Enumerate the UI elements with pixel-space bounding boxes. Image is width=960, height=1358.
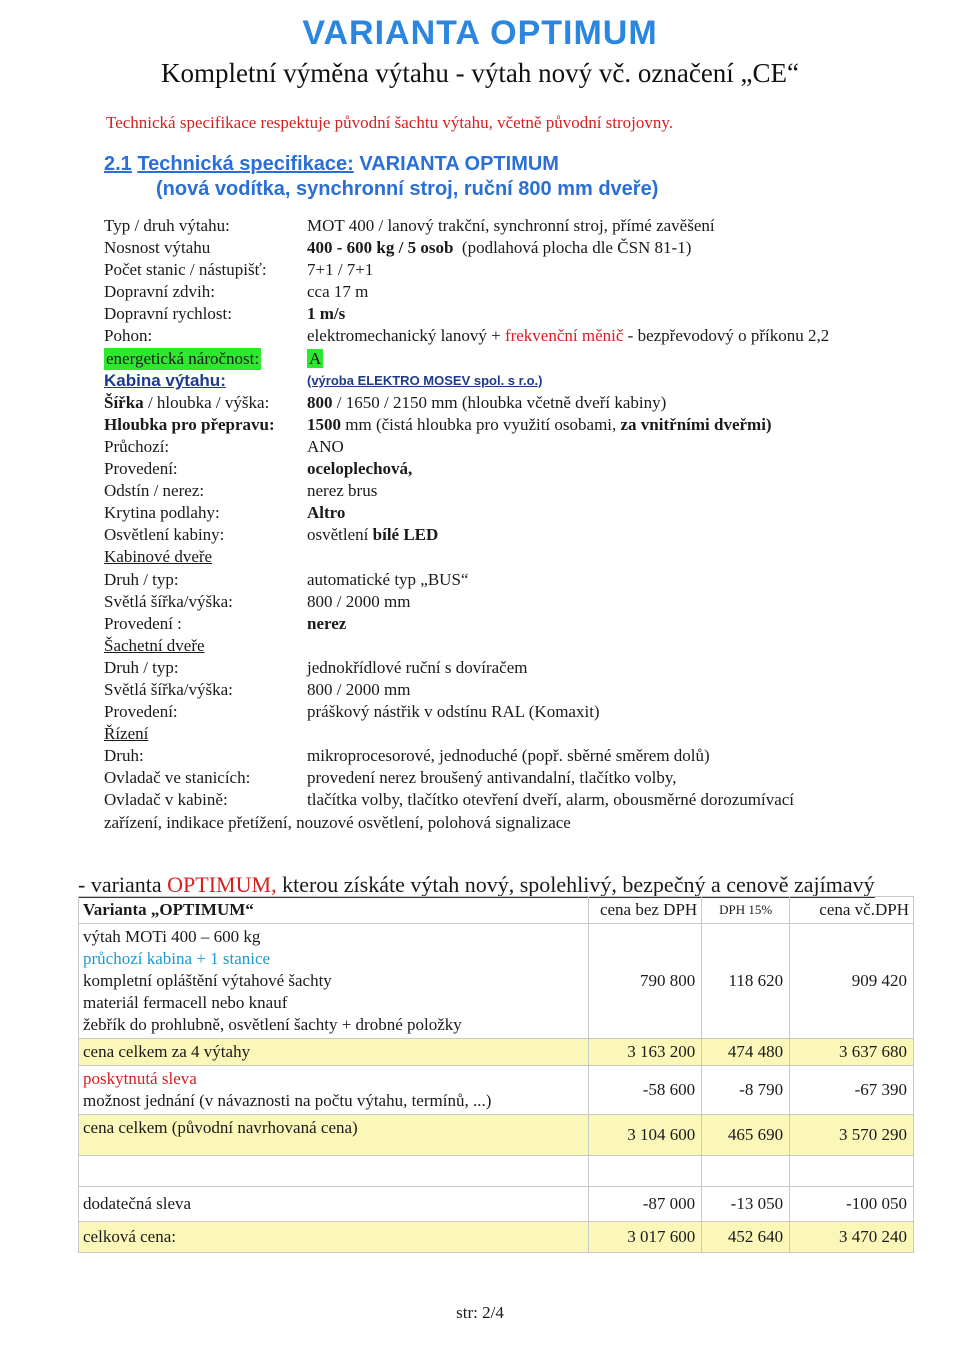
spec-label: Typ / druh výtahu: <box>104 216 230 235</box>
spec-value-rest: (podlahová plocha dle ČSN 81-1) <box>461 238 692 258</box>
section-heading <box>104 152 658 202</box>
cabin-manufacturer: (výroba ELEKTRO MOSEV spol. s r.o.) <box>307 372 543 388</box>
spec-label: Ovladač ve stanicích: <box>104 768 251 788</box>
spec-label: Provedení : <box>104 613 182 633</box>
spec-label: Provedení: <box>104 459 178 479</box>
header-price-excl-vat: cena bez DPH <box>589 897 702 924</box>
table-row <box>79 1187 914 1222</box>
dims-label: / hloubka / výška: <box>147 392 270 412</box>
spec-value: ANO <box>307 436 344 456</box>
spec-label: Světlá šířka/výška: <box>104 591 233 611</box>
table-row <box>79 1066 914 1115</box>
control-heading: Řízení <box>104 724 149 744</box>
spec-value <box>307 348 323 370</box>
vat-amount: -13 050 <box>702 1187 790 1222</box>
row-label: cena celkem (původní navrhovaná cena) <box>79 1115 589 1156</box>
spec-value: MOT 400 / lanový trakční, synchronní stroj, přímé zavěšení <box>307 216 715 235</box>
spec-label: Druh / typ: <box>104 569 179 589</box>
lighting-type: bílé LED <box>372 525 439 545</box>
spec-row <box>104 436 924 458</box>
discount-label: poskytnutá sleva <box>83 1069 197 1088</box>
price-excl-vat: 3 017 600 <box>589 1222 702 1253</box>
spec-label: Dopravní zdvih: <box>104 282 215 302</box>
spec-row <box>104 745 924 767</box>
spec-value: 800 / 2000 mm <box>307 591 411 611</box>
table-row <box>79 1039 914 1066</box>
drive-type: elektromechanický lanový + <box>307 326 501 346</box>
table-row <box>79 1115 914 1156</box>
vat-amount: -8 790 <box>702 1066 790 1115</box>
item-line: průchozí kabina + 1 stanice <box>83 949 271 968</box>
spec-label: Počet stanic / nástupišť: <box>104 260 267 280</box>
spec-value: oceloplechová, <box>307 459 413 479</box>
price-excl-vat: 790 800 <box>589 924 702 1039</box>
depth-note: mm (čistá hloubka pro využití osobami, <box>345 414 617 434</box>
row-label <box>79 1066 589 1115</box>
spec-row <box>104 325 924 347</box>
price-incl-vat: 3 637 680 <box>790 1039 914 1066</box>
spec-label <box>104 392 269 414</box>
spec-row <box>104 215 924 237</box>
price-incl-vat: 3 570 290 <box>790 1115 914 1156</box>
spec-row <box>104 392 924 414</box>
spec-row <box>104 348 924 370</box>
width-value: 800 <box>307 392 333 412</box>
vat-amount: 452 640 <box>702 1222 790 1253</box>
price-excl-vat: -58 600 <box>589 1066 702 1115</box>
item-line: materiál fermacell nebo knauf <box>83 993 288 1012</box>
spec-label: Nosnost výtahu <box>104 238 211 258</box>
spec-label: Osvětlení kabiny: <box>104 525 225 545</box>
spec-value: mikroprocesorové, jednoduché (popř. sběrné směrem dolů) <box>307 746 710 766</box>
spec-label: Provedení: <box>104 702 178 722</box>
header-variant: Varianta „OPTIMUM“ <box>79 897 589 924</box>
item-line: kompletní opláštění výtahové šachty <box>83 971 332 990</box>
spec-label: Pohon: <box>104 326 153 346</box>
spec-value: 1 m/s <box>307 304 346 324</box>
drive-power: - bezpřevodový o příkonu 2,2 <box>627 326 830 346</box>
spec-value <box>307 414 772 436</box>
spec-row <box>104 237 924 259</box>
item-line: žebřík do prohlubně, osvětlení šachty + drobné položky <box>83 1015 462 1034</box>
spec-continuation: zařízení, indikace přetížení, nouzové osvětlení, polohová signalizace <box>104 812 571 832</box>
spec-label: Světlá šířka/výška: <box>104 679 233 699</box>
price-table <box>78 896 914 1253</box>
spec-row <box>104 546 924 568</box>
cabin-doors-heading: Kabinové dveře <box>104 547 213 567</box>
spec-value <box>307 237 691 259</box>
spec-row <box>104 812 924 834</box>
price-excl-vat: 3 163 200 <box>589 1039 702 1066</box>
price-incl-vat: 909 420 <box>790 924 914 1039</box>
spec-row <box>104 480 924 502</box>
item-line: výtah MOTi 400 – 600 kg <box>83 927 261 946</box>
price-incl-vat: -100 050 <box>790 1187 914 1222</box>
spec-value: 800 / 2000 mm <box>307 679 411 699</box>
spec-value: 7+1 / 7+1 <box>307 260 374 280</box>
spec-label: Druh: <box>104 746 144 766</box>
table-row <box>79 1222 914 1253</box>
spec-row <box>104 458 924 480</box>
table-spacer-row <box>79 1156 914 1187</box>
spec-row <box>104 414 924 436</box>
row-label: cena celkem za 4 výtahy <box>79 1039 589 1066</box>
section-label: Technická specifikace: <box>137 153 354 175</box>
spec-value-bold: 400 - 600 kg / 5 osob <box>307 238 454 258</box>
spec-value <box>307 524 438 546</box>
section-name: VARIANTA OPTIMUM <box>359 153 559 175</box>
row-label: celková cena: <box>79 1222 589 1253</box>
item-description <box>79 924 589 1039</box>
cabin-heading: Kabina výtahu: <box>104 370 226 390</box>
width-label: Šířka <box>104 392 144 412</box>
spec-value: cca 17 m <box>307 282 369 302</box>
spec-value: Altro <box>307 503 346 523</box>
spec-row <box>104 679 924 701</box>
section-number: 2.1 <box>104 153 132 175</box>
spec-note: Technická specifikace respektuje původní šachtu výtahu, včetně původní strojovny. <box>106 113 674 132</box>
lighting-text: osvětlení <box>307 525 369 545</box>
spec-value: tlačítka volby, tlačítko otevření dveří, alarm, obousměrné dorozumívací <box>307 790 795 810</box>
spec-row <box>104 767 924 789</box>
spec-row <box>104 657 924 679</box>
price-incl-vat: -67 390 <box>790 1066 914 1115</box>
header-vat: DPH 15% <box>702 897 790 924</box>
discount-note: možnost jednání (v návaznosti na počtu výtahu, termínů, ...) <box>83 1091 492 1110</box>
spec-label: Krytina podlahy: <box>104 503 220 523</box>
spec-value: jednokřídlové ruční s dovíračem <box>307 657 528 677</box>
depth-note-bold: za vnitřními dveřmi) <box>620 414 772 434</box>
section-subheading: (nová vodítka, synchronní stroj, ruční 800 mm dveře) <box>156 178 659 200</box>
spec-row <box>104 613 924 635</box>
spec-label: Hloubka pro přepravu: <box>104 414 275 434</box>
spec-value <box>307 325 829 347</box>
header-price-incl-vat: cena vč.DPH <box>790 897 914 924</box>
offer-headline <box>78 872 875 898</box>
table-row <box>79 924 914 1039</box>
spec-value: nerez <box>307 613 347 633</box>
energy-label: energetická náročnost: <box>106 348 260 368</box>
row-label: dodatečná sleva <box>79 1187 589 1222</box>
spec-value <box>307 392 666 414</box>
shaft-doors-heading: Šachetní dveře <box>104 635 205 655</box>
page-number: str: 2/4 <box>456 1303 504 1322</box>
price-excl-vat: -87 000 <box>589 1187 702 1222</box>
spec-value: automatické typ „BUS“ <box>307 569 469 589</box>
depth-value: 1500 <box>307 414 341 434</box>
vat-amount: 118 620 <box>702 924 790 1039</box>
spec-row <box>104 281 924 303</box>
vat-amount: 474 480 <box>702 1039 790 1066</box>
spec-row <box>104 502 924 524</box>
spec-row <box>104 591 924 613</box>
spec-row <box>104 569 924 591</box>
spec-label: Dopravní rychlost: <box>104 304 232 324</box>
offer-variant: OPTIMUM, <box>167 872 277 897</box>
page-title: VARIANTA OPTIMUM <box>302 14 658 52</box>
spec-row <box>104 524 924 546</box>
vat-amount: 465 690 <box>702 1115 790 1156</box>
offer-text: kterou získáte výtah nový, spolehlivý, bezpečný a cenově zajímavý <box>282 872 875 897</box>
spec-row <box>104 723 924 745</box>
spec-row <box>104 635 924 657</box>
spec-label: Odstín / nerez: <box>104 481 205 501</box>
offer-prefix: - varianta <box>78 872 162 897</box>
spec-row <box>104 789 924 811</box>
page-subtitle: Kompletní výměna výtahu - výtah nový vč. označení „CE“ <box>160 58 800 88</box>
price-excl-vat: 3 104 600 <box>589 1115 702 1156</box>
spec-list <box>104 215 924 834</box>
spec-value: práškový nástřik v odstínu RAL (Komaxit) <box>307 702 600 722</box>
spec-value: provedení nerez broušený antivandalní, tlačítko volby, <box>307 768 677 788</box>
price-incl-vat: 3 470 240 <box>790 1222 914 1253</box>
energy-class: A <box>309 348 322 368</box>
dims-value: / 1650 / 2150 mm (hloubka včetně dveří kabiny) <box>336 392 667 412</box>
spec-row <box>104 259 924 281</box>
table-header-row <box>79 897 914 924</box>
spec-label: Průchozí: <box>104 436 170 456</box>
spec-row <box>104 701 924 723</box>
spec-label: Druh / typ: <box>104 657 179 677</box>
spec-label: Ovladač v kabině: <box>104 790 228 810</box>
frequency-converter-text: frekvenční měnič <box>504 326 624 346</box>
spec-row <box>104 370 924 392</box>
spec-row <box>104 303 924 325</box>
spec-value: nerez brus <box>307 481 378 501</box>
